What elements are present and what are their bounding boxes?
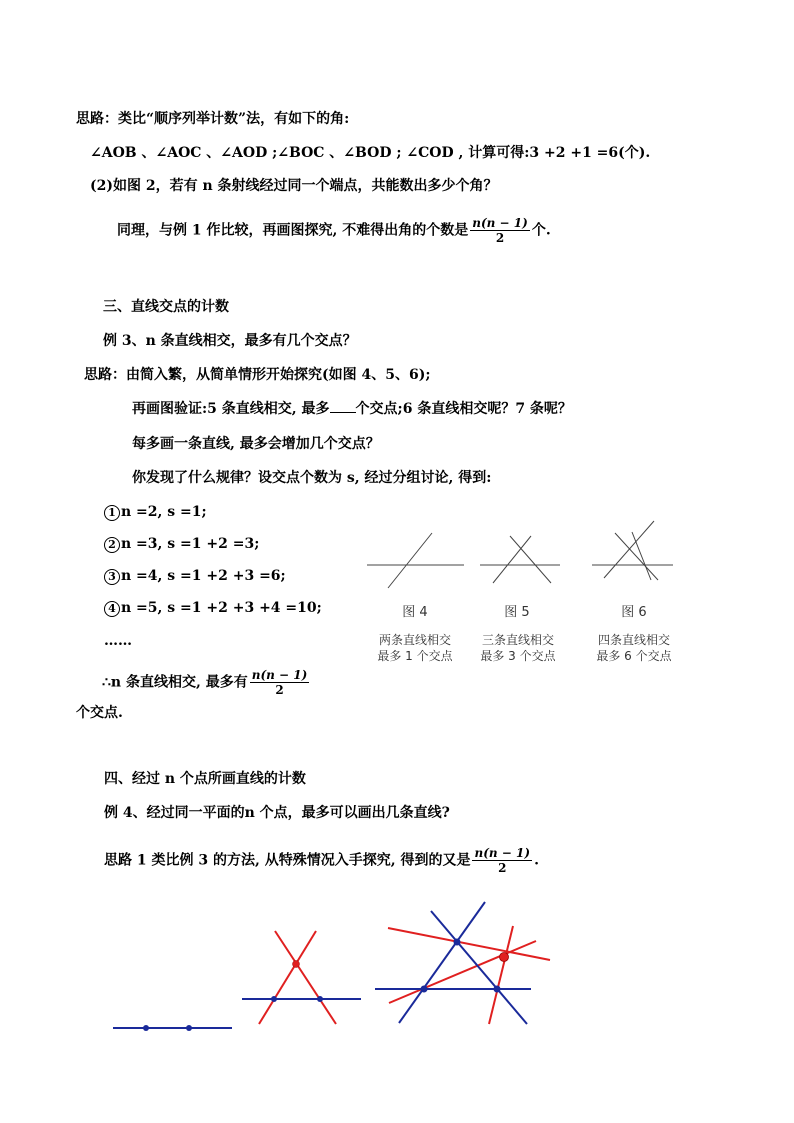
s4-heading: 四、经过 n 个点所画直线的计数 (104, 771, 306, 787)
point (186, 1025, 192, 1031)
s1-line4-post: 个. (531, 222, 551, 239)
formula-den: 2 (275, 683, 284, 697)
list-item-text: n =3, s =1 +2 =3; (121, 536, 260, 552)
circled-number: 4 (104, 601, 120, 617)
s1-line4-pre: 同理，与例 1 作比较，再画图探究, 不难得出角的个数是 (117, 222, 469, 239)
s3-heading: 三、直线交点的计数 (103, 299, 229, 315)
three-points-diagram (242, 931, 361, 1024)
red-line (275, 931, 336, 1024)
list-item-text: n =4, s =1 +2 +3 =6; (121, 568, 286, 584)
fig6-label: 图 6 (621, 605, 647, 620)
circled-number: 1 (104, 505, 120, 521)
four-points-diagram (375, 902, 550, 1024)
point (271, 996, 277, 1002)
s4-example: 例 4、经过同一平面的n 个点，最多可以画出几条直线? (104, 805, 450, 821)
s1-line1: 思路：类比“顺序列举计数”法，有如下的角: (76, 111, 350, 127)
fig5-label: 图 5 (504, 605, 530, 620)
two-points-diagram (113, 1025, 232, 1031)
fig6-diagram (592, 521, 673, 580)
red-line (489, 926, 513, 1024)
formula-den: 2 (498, 861, 507, 875)
s3-concl-pre: ∴n 条直线相交, 最多有 (102, 674, 248, 691)
s3-concl-post: 个交点. (76, 705, 123, 721)
fig6-line (615, 533, 658, 580)
list-item-text: n =2, s =1; (121, 504, 207, 520)
point (293, 961, 300, 968)
s4-idea-pre: 思路 1 类比例 3 的方法, 从特殊情况入手探究, 得到的又是 (104, 852, 471, 869)
caption-line: 两条直线相交 (378, 633, 451, 647)
circled-number: 3 (104, 569, 120, 585)
point (494, 986, 501, 993)
formula-num: n(n − 1) (472, 216, 528, 230)
point (454, 939, 461, 946)
fig4-line (388, 533, 432, 588)
formula-num: n(n − 1) (251, 668, 308, 682)
fig5-line (493, 536, 531, 583)
circled-number: 2 (104, 537, 120, 553)
point (500, 953, 509, 962)
point (317, 996, 323, 1002)
fig6-line (632, 532, 651, 580)
red-line (389, 941, 536, 1003)
s3-idea: 思路：由简入繁，从简单情形开始探究(如图 4、5、6); (84, 367, 431, 383)
caption-line: 三条直线相交 (481, 633, 554, 647)
fig5-line (510, 536, 551, 583)
fig4-diagram (367, 533, 464, 588)
formula-den: 2 (495, 231, 505, 245)
blue-line (399, 902, 485, 1023)
formula-num: n(n − 1) (474, 846, 531, 860)
fig4-label: 图 4 (402, 605, 428, 620)
caption-line: 最多 6 个交点 (596, 649, 672, 663)
s4-idea-post: . (534, 852, 539, 869)
caption-line: 最多 3 个交点 (480, 649, 556, 663)
caption-line: 最多 1 个交点 (377, 649, 453, 663)
s1-line3: (2)如图 2，若有 n 条射线经过同一个端点，共能数出多少个角？ (90, 178, 498, 194)
red-line (259, 931, 316, 1024)
s3-q2: 每多画一条直线, 最多会增加几个交点？ (132, 436, 380, 452)
caption-line: 四条直线相交 (597, 633, 670, 647)
s1-line2: ∠AOB 、∠AOC 、∠AOD ;∠BOC 、∠BOD ; ∠COD , 计算可得:3 +2 +1 =6(个). (90, 145, 651, 161)
fig5-diagram (480, 536, 560, 583)
point (421, 986, 428, 993)
ellipsis: …… (104, 633, 132, 649)
s3-verify-post: 个交点;6 条直线相交呢？7 条呢？ (355, 401, 572, 417)
point (143, 1025, 149, 1031)
s3-verify-pre: 再画图验证:5 条直线相交, 最多 (132, 401, 330, 417)
s3-q3: 你发现了什么规律？设交点个数为 s, 经过分组讨论, 得到: (132, 470, 492, 486)
s3-example: 例 3、n 条直线相交，最多有几个交点？ (103, 333, 357, 349)
list-item-text: n =5, s =1 +2 +3 +4 =10; (121, 600, 322, 616)
